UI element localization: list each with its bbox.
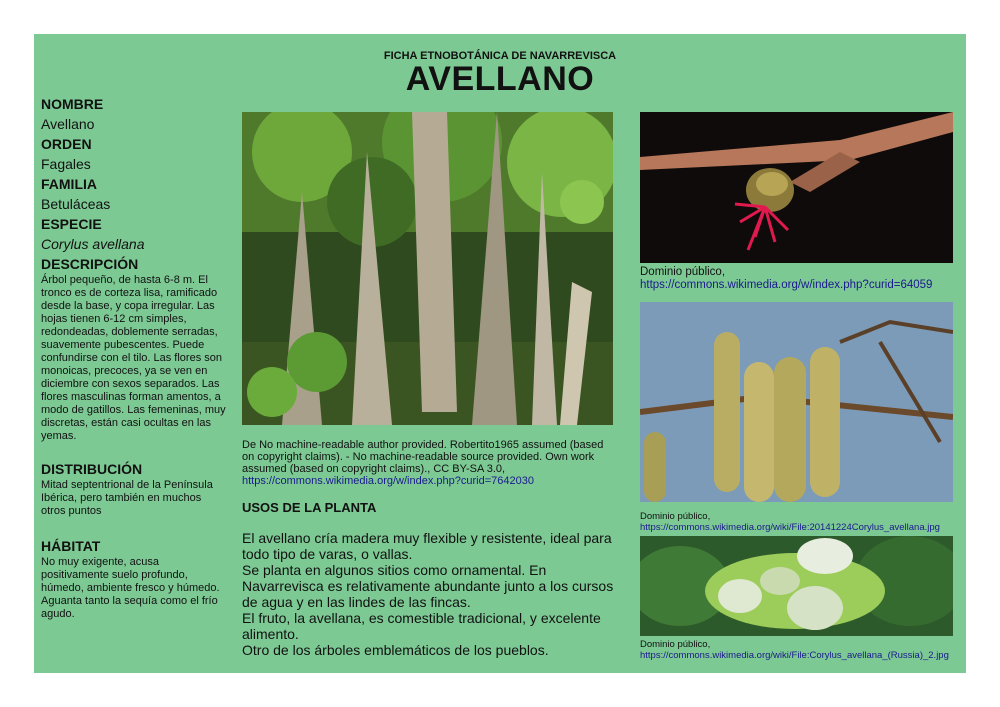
- familia-value: Betuláceas: [41, 196, 111, 212]
- female-flower-photo: [640, 112, 953, 263]
- especie-label: ESPECIE: [41, 216, 102, 232]
- hazel-trunks-photo: [242, 112, 613, 425]
- usos-paragraph-1: El avellano cría madera muy flexible y resistente, ideal para todo tipo de varas, o vallas.: [242, 530, 612, 562]
- catkins-illustration: [640, 302, 953, 502]
- nombre-value: Avellano: [41, 116, 95, 132]
- photo-1-caption: [640, 266, 960, 292]
- photo-2-link[interactable]: https://commons.wikimedia.org/wiki/File:20141224Corylus_avellana.jpg: [640, 522, 940, 533]
- descripcion-text: Árbol pequeño, de hasta 6-8 m. El tronco es de corteza lisa, ramificado desde la base, y copa irregular. Las hojas tienen 6-12 cm simples, redondeadas, doblemente serradas, suavemente pubescentes. Puede confundirse con el tilo. Las flores son monoicas, precoces, ya se ven en diciembre con sexos separados. Las flores masculinas forman amentos, a modo de gatillos. Las femeninas, muy discretas, están casi ocultas en las yemas.: [41, 274, 226, 442]
- habitat-text: No muy exigente, acusa positivamente suelo profundo, húmedo, ambiente fresco y húmedo. Aguanta tanto la sequía como el frío agudo.: [41, 556, 220, 620]
- distribucion-label: DISTRIBUCIÓN: [41, 461, 143, 477]
- main-photo-link[interactable]: https://commons.wikimedia.org/w/index.php?curid=7642030: [242, 475, 534, 487]
- especie-value: Corylus avellana: [41, 236, 145, 252]
- page-title: AVELLANO: [405, 60, 595, 98]
- familia-label: FAMILIA: [41, 176, 97, 192]
- sheet-kicker: FICHA ETNOBOTÁNICA DE NAVARREVISCA: [383, 50, 617, 62]
- female-flower-illustration: [640, 112, 953, 263]
- photo-3-caption: [640, 639, 960, 661]
- photo-3-credit: Dominio público,: [640, 639, 711, 650]
- nombre-label: NOMBRE: [41, 96, 104, 112]
- distribucion-text: Mitad septentrional de la Península Ibérica, pero también en muchos otros puntos: [41, 479, 213, 517]
- usos-paragraph-4: Otro de los árboles emblemáticos de los pueblos.: [242, 642, 549, 658]
- hazelnuts-photo: [640, 536, 953, 636]
- hazel-trunks-illustration: [242, 112, 613, 425]
- photo-1-credit: Dominio público,: [640, 266, 726, 278]
- photo-2-caption: [640, 511, 960, 533]
- photo-2-credit: Dominio público,: [640, 511, 711, 522]
- catkins-photo: [640, 302, 953, 502]
- hazelnuts-illustration: [640, 536, 953, 636]
- descripcion-label: DESCRIPCIÓN: [41, 256, 139, 272]
- fact-sheet: [34, 34, 966, 673]
- info-column: [41, 94, 227, 621]
- main-photo-credit: De No machine-readable author provided. Robertito1965 assumed (based on copyright claims). - No machine-readable source provided. Own work assumed (based on copyright claims)., CC BY-SA 3.0,: [242, 439, 604, 475]
- orden-label: ORDEN: [41, 136, 92, 152]
- main-photo-caption: [242, 439, 612, 487]
- habitat-label: HÁBITAT: [41, 538, 101, 554]
- photo-1-link[interactable]: https://commons.wikimedia.org/w/index.php?curid=64059: [640, 279, 933, 291]
- usos-paragraph-2: Se planta en algunos sitios como ornamental. En Navarrevisca es relativamente abundante junto a los cursos de agua y en las lindes de las fincas.: [242, 562, 614, 610]
- usos-paragraph-3: El fruto, la avellana, es comestible tradicional, y excelente alimento.: [242, 610, 601, 642]
- photo-3-link[interactable]: https://commons.wikimedia.org/wiki/File:Corylus_avellana_(Russia)_2.jpg: [640, 650, 949, 661]
- orden-value: Fagales: [41, 156, 91, 172]
- usos-text: [242, 530, 622, 658]
- usos-heading: USOS DE LA PLANTA: [242, 500, 377, 515]
